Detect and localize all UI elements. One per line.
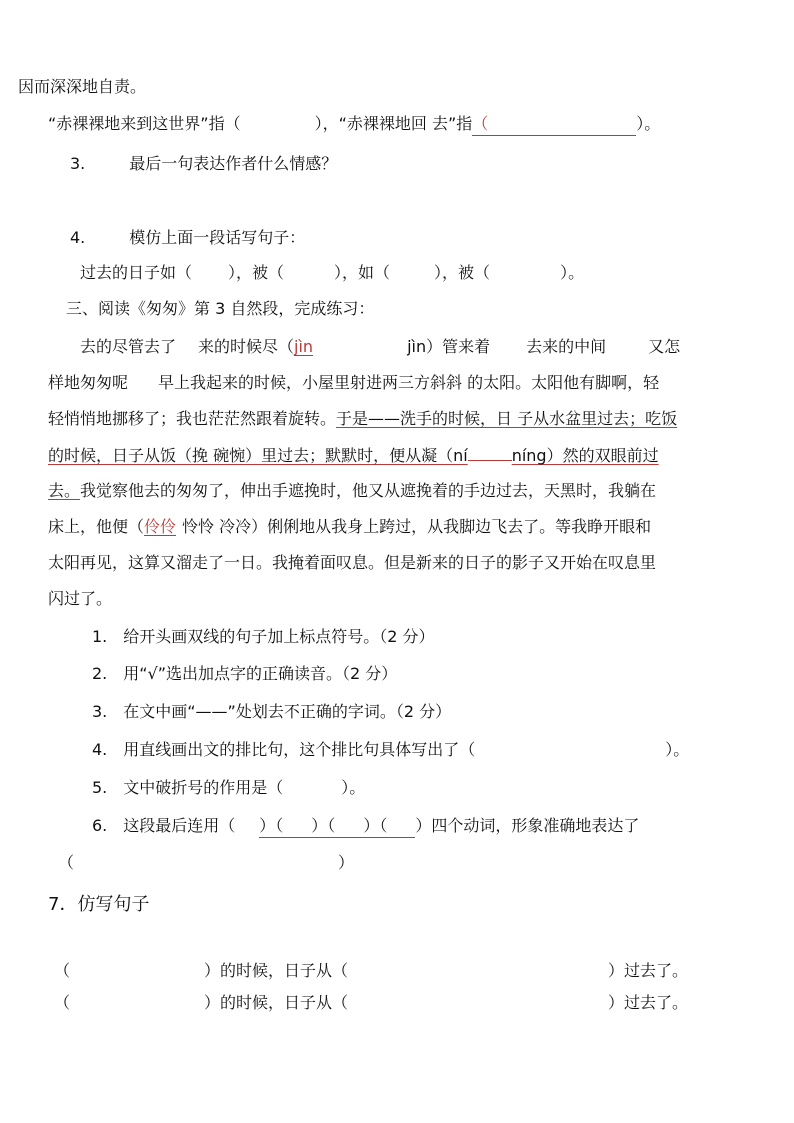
exercise-4-text: 用直线画出文的排比句，这个排比句具体写出了（	[123, 740, 476, 759]
passage-l2-b: 早上我起来的时候，小屋里射进两三方斜斜 的太阳。太阳他有脚啊，轻	[158, 373, 660, 392]
passage-line-5	[48, 480, 656, 502]
chiluo-part-b: ），“赤裸裸地回 去”指	[314, 114, 473, 133]
passage-l1-e: 又怎	[648, 337, 681, 356]
exercise-6-number: 6.	[92, 816, 108, 835]
passage-l5-a-underlined: 去。	[48, 481, 81, 500]
question-3	[70, 153, 337, 175]
imitate-2-open: （	[54, 993, 71, 1012]
exercise-5-end: ）。	[341, 778, 366, 797]
exercise-5-number: 5.	[92, 778, 108, 797]
passage-l1-c: ）管来着	[426, 337, 491, 356]
q4-fill-d: ），被（	[434, 263, 491, 282]
imitate-line-1	[54, 960, 688, 982]
passage-l4-b-underlined: níng）然的双眼前过	[511, 446, 659, 465]
q4-fill-line	[80, 262, 584, 284]
exercise-6-cont-close: ）	[338, 853, 355, 872]
section-7-title: 7．仿写句子	[48, 894, 150, 915]
q4-fill-e: ）。	[560, 263, 585, 282]
section-3-title: 三、阅读《匆匆》第 3 自然段，完成练习：	[66, 299, 375, 318]
exercise-1-number: 1.	[92, 627, 108, 646]
exercise-6	[92, 815, 639, 838]
exercise-1	[92, 626, 435, 648]
exercise-6-verb-blanks[interactable]: ）（ ）（ ）（	[259, 815, 415, 838]
question-4-text: 模仿上面一段话写句子：	[129, 228, 306, 247]
passage-line-1	[80, 336, 680, 358]
chiluo-line	[48, 113, 660, 136]
exercise-5-text: 文中破折号的作用是（	[123, 778, 284, 797]
imitate-1-end: ）过去了。	[608, 961, 689, 980]
question-4-number: 4.	[70, 228, 86, 247]
exercise-6-text: 这段最后连用（	[123, 816, 236, 835]
exercise-3	[92, 701, 451, 723]
line-top: 因而深深地自责。	[18, 77, 147, 96]
exercise-3-number: 3.	[92, 702, 108, 721]
chiluo-part-a: “赤裸裸地来到这世界”指（	[48, 114, 241, 133]
word-option-linling[interactable]: 伶伶	[144, 517, 177, 536]
exercise-4	[92, 739, 689, 761]
imitate-line-2	[54, 992, 688, 1014]
passage-l6-a: 床上，他便（	[48, 517, 145, 536]
imitate-1-mid: ）的时候，日子从（	[204, 961, 349, 980]
q4-fill-c: ），如（	[334, 263, 391, 282]
passage-l1-a: 去的尽管去了	[80, 337, 177, 356]
exercise-2	[92, 663, 397, 685]
exercise-5	[92, 777, 365, 799]
passage-line-6	[48, 516, 651, 538]
question-3-text: 最后一句表达作者什么情感？	[129, 154, 338, 173]
exercise-2-number: 2.	[92, 664, 108, 683]
passage-l2-a: 样地匆匆呢	[48, 373, 129, 392]
passage-l3-underlined: 于是——洗手的时候，日 子从水盆里过去；吃饭	[336, 409, 678, 428]
passage-line-8: 闪过了。	[48, 589, 113, 608]
imitate-2-end: ）过去了。	[608, 993, 689, 1012]
exercise-1-text: 给开头画双线的句子加上标点符号。（2 分）	[123, 627, 435, 646]
exercise-6-end: ）四个动词，形象准确地表达了	[415, 816, 640, 835]
exercise-4-number: 4.	[92, 740, 108, 759]
pinyin-option-1[interactable]: jìn	[294, 337, 314, 356]
passage-line-7: 太阳再见，这算又溜走了一日。我掩着面叹息。但是新来的日子的影子又开始在叹息里	[48, 553, 657, 572]
passage-l4-underlined: 的时候，日子从饭（挽 碗惋）里过去；默默时，便从凝（ní	[48, 446, 468, 465]
chiluo-answer-blank[interactable]: （	[472, 113, 636, 136]
passage-line-4	[48, 444, 659, 467]
exercise-4-end: ）。	[665, 740, 690, 759]
chiluo-part-d: ）。	[636, 114, 661, 133]
passage-l1-b: 来的时候尽（	[198, 337, 295, 356]
pinyin-option-2[interactable]: jìn	[407, 337, 427, 356]
passage-l6-c: 怜怜 冷冷）俐俐地从我身上跨过，从我脚边飞去了。等我睁开眼和	[182, 517, 652, 536]
passage-line-2	[48, 372, 659, 394]
imitate-2-mid: ）的时候，日子从（	[204, 993, 349, 1012]
exercise-6-cont-open: （	[58, 853, 75, 872]
exercise-6-continuation	[58, 852, 354, 874]
passage-line-3	[48, 408, 677, 430]
imitate-1-open: （	[54, 961, 71, 980]
question-3-number: 3.	[70, 154, 86, 173]
exercise-3-text: 在文中画“——”处划去不正确的字词。（2 分）	[123, 702, 452, 721]
passage-l5-b: 我觉察他去的匆匆了，伸出手遮挽时，他又从遮挽着的手边过去，天黑时，我躺在	[80, 481, 657, 500]
q4-fill-a: 过去的日子如（	[80, 263, 193, 282]
passage-l3-a: 轻悄悄地挪移了；我也茫茫然跟着旋转。	[48, 409, 337, 428]
passage-l1-d: 去来的中间	[526, 337, 607, 356]
q4-fill-b: ），被（	[228, 263, 285, 282]
question-4	[70, 227, 305, 249]
exercise-2-text: 用“√”选出加点字的正确读音。（2 分）	[123, 664, 398, 683]
